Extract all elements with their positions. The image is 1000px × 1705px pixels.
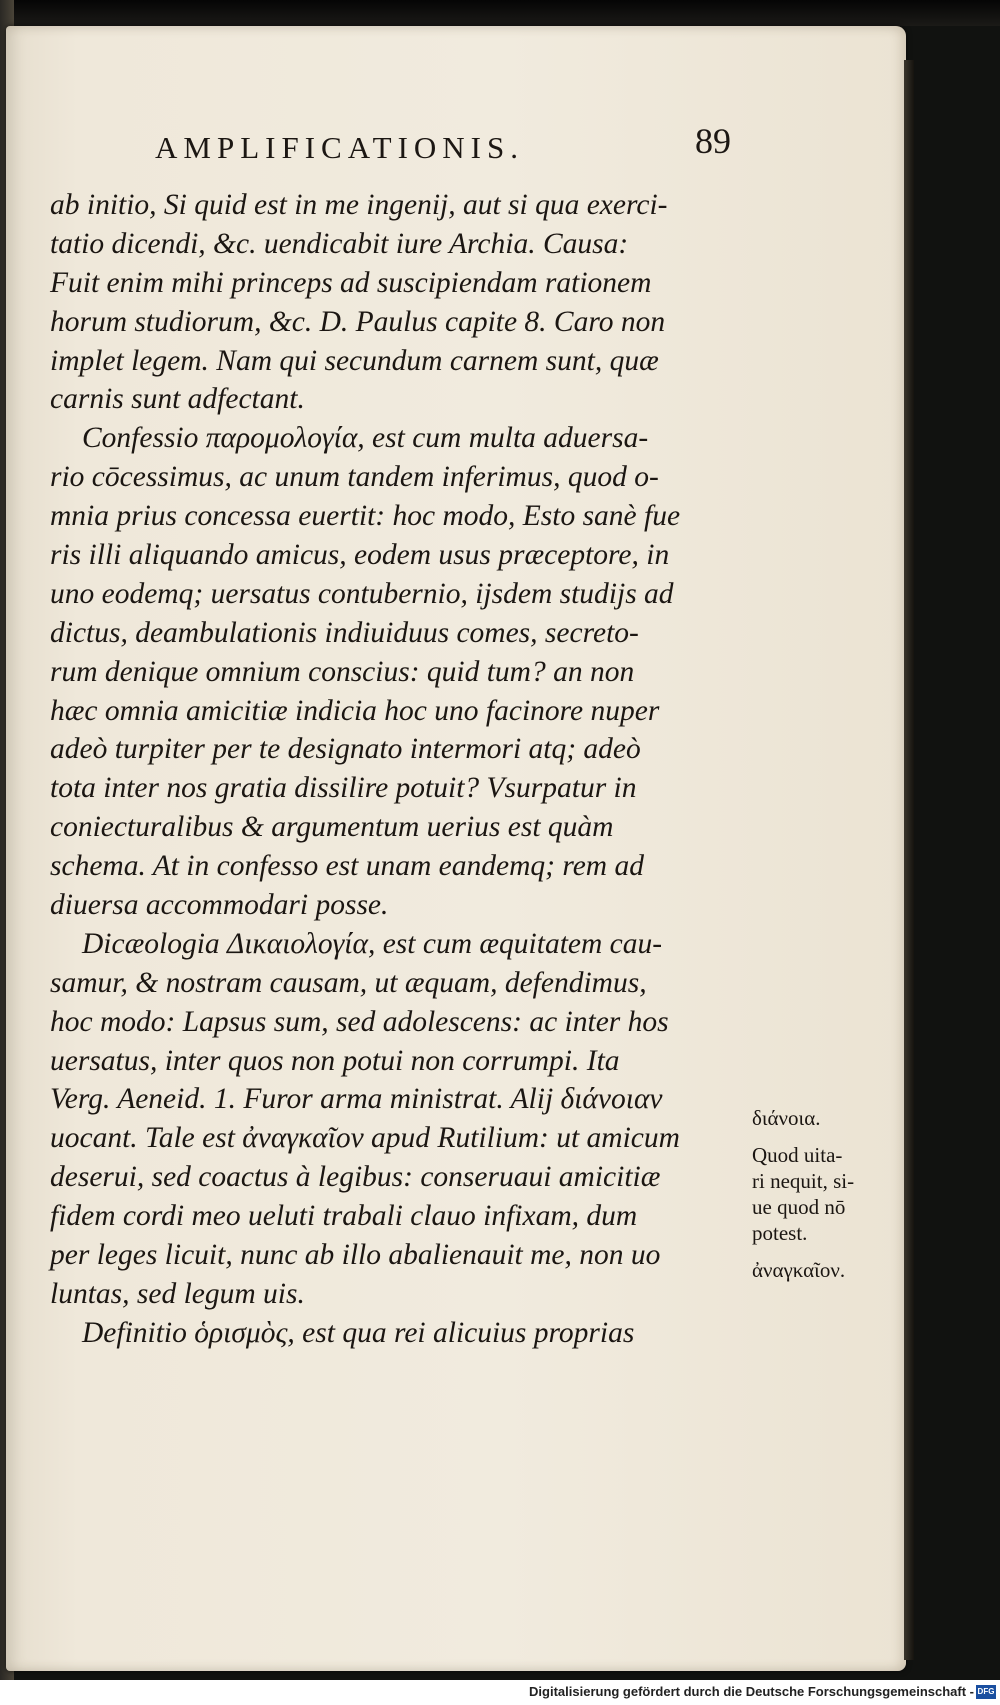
text-line: rum denique omnium conscius: quid tum? an non <box>50 655 635 688</box>
text-line: hæc omnia amicitiæ indicia hoc uno facinore nuper <box>50 694 660 727</box>
text-line: schema. At in confesso est unam eandemq; rem ad <box>50 850 644 883</box>
margin-notes <box>752 1105 902 1283</box>
text-line: luntas, sed legum uis. <box>50 1277 305 1310</box>
margin-note: Quod uita- <box>752 1143 843 1167</box>
text-line: Confessio παρομολογία, est cum multa aduersa- <box>82 422 649 455</box>
text-line: Definitio ὁρισμὸς, est qua rei alicuius proprias <box>82 1316 635 1349</box>
text-line: ab initio, Si quid est in me ingenij, aut si qua exerci- <box>50 189 668 221</box>
text-line: coniecturalibus & argumentum uerius est quàm <box>50 811 614 844</box>
margin-note: διάνοια. <box>752 1106 821 1130</box>
scan-top-shadow <box>0 0 1000 26</box>
text-line: hoc modo: Lapsus sum, sed adolescens: ac inter hos <box>50 1005 669 1038</box>
text-line: mnia prius concessa euertit: hoc modo, Esto sanè fue <box>50 500 681 533</box>
text-line: tota inter nos gratia dissilire potuit? Vsurpatur in <box>50 772 637 805</box>
text-line: Fuit enim mihi princeps ad suscipiendam rationem <box>50 266 652 299</box>
dfg-logo-icon: DFG <box>976 1685 996 1699</box>
text-line: implet legem. Nam qui secundum carnem sunt, quæ <box>50 344 659 377</box>
margin-note: potest. <box>752 1221 808 1245</box>
text-line: rio cōcessimus, ac unum tandem inferimus, quod o- <box>50 461 659 494</box>
text-line: fidem cordi meo ueluti trabali clauo infixam, dum <box>50 1200 638 1233</box>
digitization-footer <box>0 1680 1000 1705</box>
body-text <box>50 186 750 1353</box>
text-line: diuersa accommodari posse. <box>50 889 389 922</box>
text-line: uno eodemq; uersatus contubernio, ijsdem studijs ad <box>50 577 674 610</box>
text-line: ris illi aliquando amicus, eodem usus præceptore, in <box>50 539 670 572</box>
footer-credit: Digitalisierung gefördert durch die Deutsche Forschungsgemeinschaft - <box>529 1684 974 1699</box>
page-header <box>0 121 1000 178</box>
page-number: 89 <box>695 121 731 161</box>
text-line: tatio dicendi, &c. uendicabit iure Archia. Causa: <box>50 227 629 260</box>
margin-note: ue quod nō <box>752 1195 846 1219</box>
text-line: dictus, deambulationis indiuiduus comes, secreto- <box>50 616 639 649</box>
page-right-edge <box>904 60 914 1660</box>
running-head: AMPLIFICATIONIS. <box>155 130 524 165</box>
text-line: adeò turpiter per te designato intermori atq; adeò <box>50 733 641 766</box>
text-line: samur, & nostram causam, ut æquam, defendimus, <box>50 966 647 999</box>
text-line: deserui, sed coactus à legibus: conseruaui amicitiæ <box>50 1161 661 1194</box>
text-line: horum studiorum, &c. D. Paulus capite 8. Caro non <box>50 305 666 338</box>
text-line: carnis sunt adfectant. <box>50 383 305 416</box>
text-line: Verg. Aeneid. 1. Furor arma ministrat. Alij διάνοιαν <box>50 1083 663 1116</box>
margin-note: ἀναγκαῖον. <box>752 1258 846 1282</box>
text-line: per leges licuit, nunc ab illo abalienauit me, non uo <box>50 1239 661 1272</box>
text-line: uersatus, inter quos non potui non corrumpi. Ita <box>50 1044 620 1077</box>
text-line: uocant. Tale est ἀναγκαῖον apud Rutilium: ut amicum <box>50 1122 680 1155</box>
margin-note: ri nequit, si- <box>752 1169 855 1193</box>
text-line: Dicæologia Δικαιολογία, est cum æquitatem cau- <box>82 927 663 960</box>
